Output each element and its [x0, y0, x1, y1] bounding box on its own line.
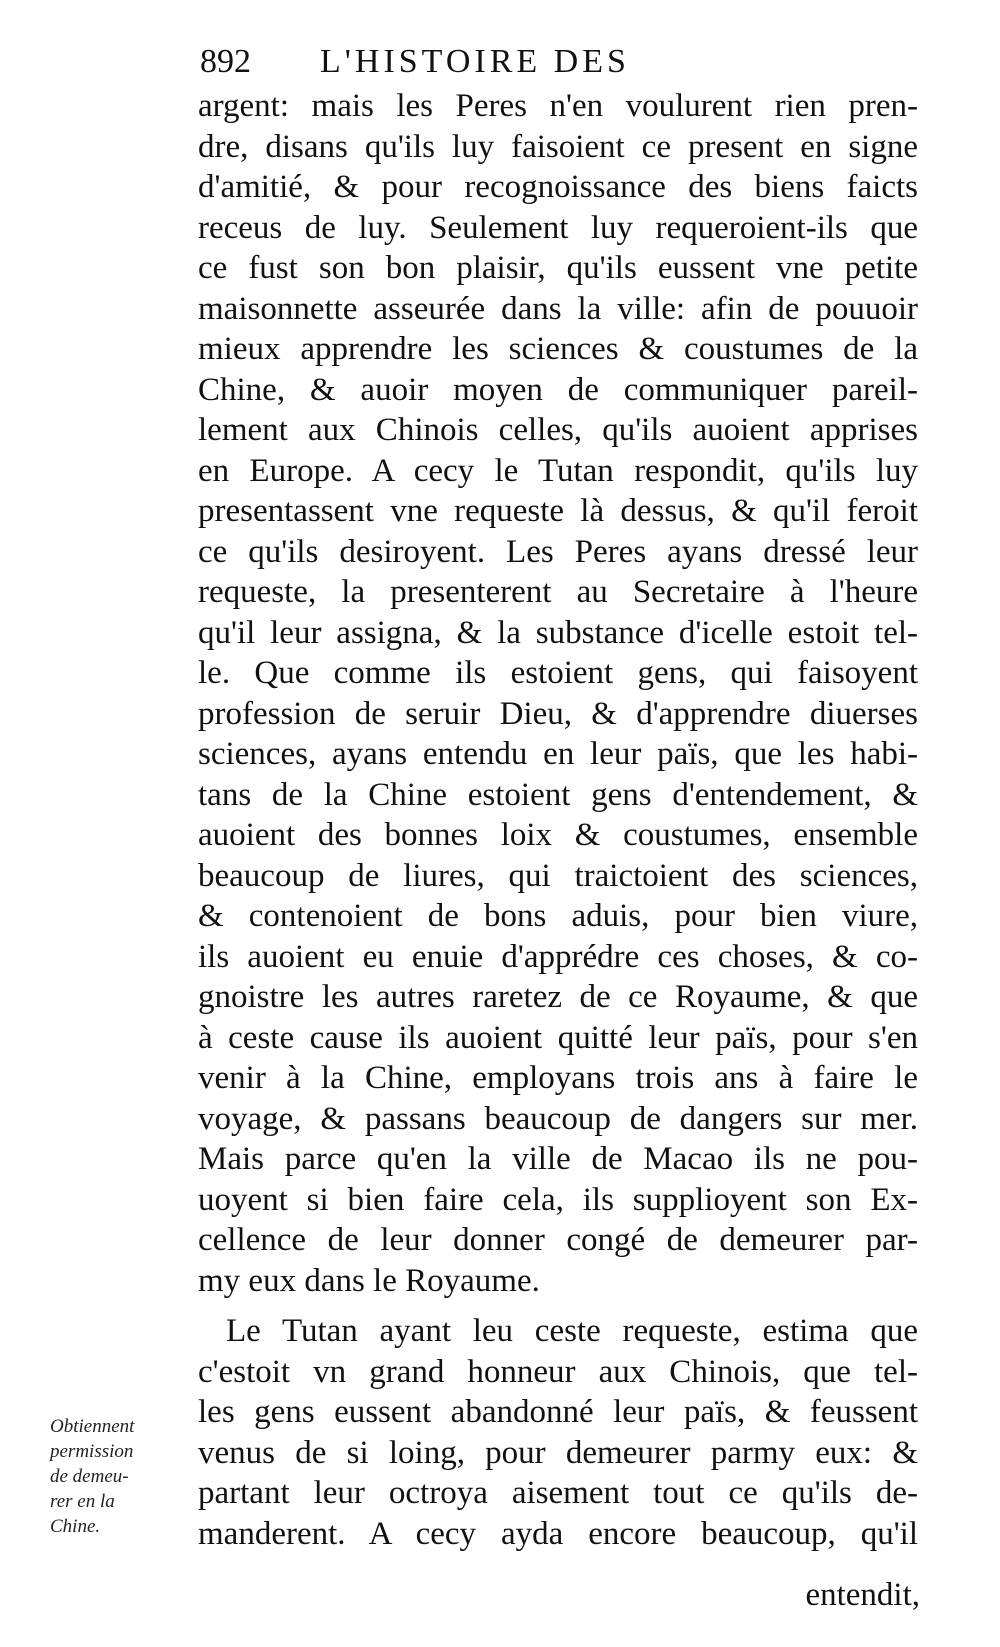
- text-line: venir à la Chine, employans trois ans à faire le: [198, 1060, 918, 1096]
- text-line: my eux dans le Royaume.: [198, 1262, 540, 1299]
- text-line: c'estoit vn grand honneur aux Chinois, que tel-: [198, 1353, 918, 1390]
- body-text: [198, 86, 918, 1554]
- paragraph-first-line: Le Tutan ayant leu ceste requeste, estima que: [226, 1313, 918, 1349]
- text-line: uoyent si bien faire cela, ils supplioyent son Ex-: [198, 1181, 918, 1218]
- text-line: sciences, ayans entendu en leur païs, que les habi-: [198, 736, 918, 772]
- text-line: maisonnette asseurée dans la ville: afin de pouuoir: [198, 290, 918, 327]
- marginal-note-line: rer en la: [50, 1491, 115, 1512]
- text-line: cellence de leur donner congé de demeurer par-: [198, 1222, 918, 1258]
- text-line: mieux apprendre les sciences & coustumes de la: [198, 331, 918, 367]
- text-line: lement aux Chinois celles, qu'ils auoient apprises: [198, 412, 918, 448]
- text-line: Mais parce qu'en la ville de Macao ils ne pou-: [198, 1141, 918, 1177]
- text-line: en Europe. A cecy le Tutan respondit, qu'ils luy: [198, 452, 918, 489]
- text-line: tans de la Chine estoient gens d'entendement, &: [198, 776, 918, 813]
- catchword: entendit,: [805, 1577, 920, 1613]
- text-line: à ceste cause ils auoient quitté leur païs, pour s'en: [198, 1019, 918, 1056]
- marginal-note-line: de demeu-: [50, 1466, 129, 1487]
- text-line: auoient des bonnes loix & coustumes, ensemble: [198, 817, 918, 853]
- running-title: L'HISTOIRE DES: [320, 43, 630, 80]
- text-line: venus de si loing, pour demeurer parmy eux: &: [198, 1434, 918, 1471]
- text-line: le. Que comme ils estoient gens, qui faisoyent: [198, 655, 918, 691]
- text-line: gnoistre les autres raretez de ce Royaume, & que: [198, 979, 918, 1015]
- marginal-note-line: permission: [50, 1441, 134, 1462]
- text-line: & contenoient de bons aduis, pour bien viure,: [198, 898, 918, 934]
- marginal-note-line: Obtiennent: [50, 1416, 135, 1437]
- text-line: ce fust son bon plaisir, qu'ils eussent vne petite: [198, 250, 918, 286]
- page-header: [200, 42, 900, 82]
- text-line: presentassent vne requeste là dessus, & qu'il feroit: [198, 493, 918, 529]
- text-line: profession de seruir Dieu, & d'apprendre diuerses: [198, 695, 918, 732]
- page-number: 892: [200, 43, 251, 80]
- text-line: partant leur octroya aisement tout ce qu'ils de-: [198, 1475, 918, 1511]
- text-line: les gens eussent abandonné leur païs, & feussent: [198, 1394, 918, 1430]
- marginal-note: [50, 1414, 190, 1539]
- text-line: Chine, & auoir moyen de communiquer pareil-: [198, 371, 918, 408]
- text-line: receus de luy. Seulement luy requeroient-ils que: [198, 209, 918, 246]
- text-line: requeste, la presenterent au Secretaire à l'heure: [198, 574, 918, 610]
- text-line: manderent. A cecy ayda encore beaucoup, qu'il: [198, 1515, 918, 1552]
- text-line: ce qu'ils desiroyent. Les Peres ayans dressé leur: [198, 533, 918, 570]
- text-line: beaucoup de liures, qui traictoient des sciences,: [198, 857, 918, 894]
- text-line: argent: mais les Peres n'en voulurent rien pren-: [198, 88, 918, 124]
- text-line: dre, disans qu'ils luy faisoient ce present en signe: [198, 128, 918, 165]
- marginal-note-line: Chine.: [50, 1516, 101, 1537]
- text-line: voyage, & passans beaucoup de dangers sur mer.: [198, 1100, 918, 1137]
- text-line: d'amitié, & pour recognoissance des biens faicts: [198, 169, 918, 205]
- text-line: qu'il leur assigna, & la substance d'icelle estoit tel-: [198, 614, 918, 651]
- text-line: ils auoient eu enuie d'apprédre ces choses, & co-: [198, 938, 918, 975]
